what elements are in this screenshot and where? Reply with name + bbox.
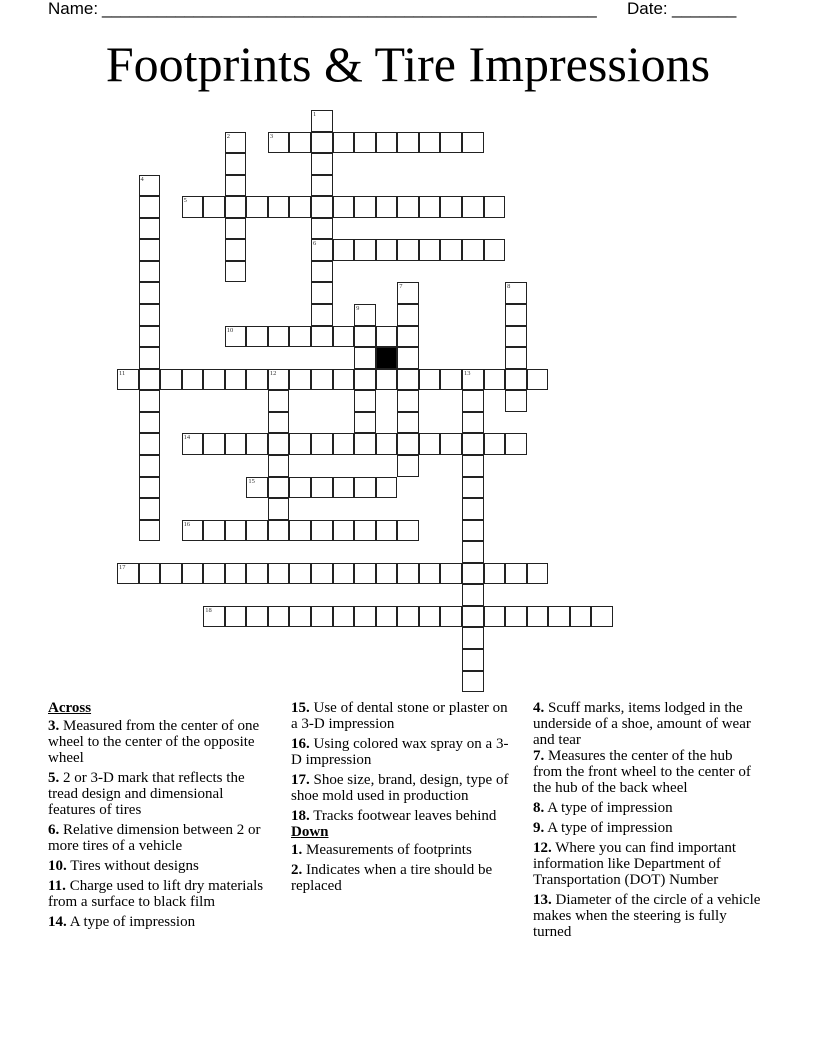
grid-cell[interactable] bbox=[419, 606, 441, 628]
clue-number: 10 bbox=[226, 326, 234, 334]
grid-cell[interactable] bbox=[225, 218, 247, 240]
clue-number: 17 bbox=[119, 563, 126, 571]
grid-cell[interactable] bbox=[311, 282, 333, 304]
grid-cell[interactable] bbox=[117, 563, 139, 585]
clue-across-17: 17. Shoe size, brand, design, type of shoe mold used in production bbox=[291, 772, 509, 804]
grid-cell[interactable] bbox=[182, 520, 204, 542]
grid-cell[interactable] bbox=[462, 196, 484, 218]
grid-cell[interactable] bbox=[333, 369, 355, 391]
grid-cell[interactable] bbox=[225, 520, 247, 542]
grid-cell[interactable] bbox=[289, 132, 311, 154]
grid-cell[interactable] bbox=[397, 390, 419, 412]
grid-cell[interactable] bbox=[289, 520, 311, 542]
clue-number: 11 bbox=[119, 369, 126, 377]
grid-cell[interactable] bbox=[440, 196, 462, 218]
grid-cell[interactable] bbox=[354, 390, 376, 412]
grid-cell[interactable] bbox=[203, 369, 225, 391]
grid-cell[interactable] bbox=[397, 433, 419, 455]
grid-cell[interactable] bbox=[289, 606, 311, 628]
grid-cell[interactable] bbox=[376, 520, 398, 542]
grid-cell[interactable] bbox=[289, 196, 311, 218]
grid-cell[interactable] bbox=[440, 239, 462, 261]
grid-cell[interactable] bbox=[484, 369, 506, 391]
grid-cell[interactable] bbox=[225, 175, 247, 197]
grid-cell[interactable] bbox=[139, 304, 161, 326]
grid-cell[interactable] bbox=[462, 433, 484, 455]
grid-cell[interactable] bbox=[440, 369, 462, 391]
grid-cell[interactable] bbox=[268, 196, 290, 218]
grid-cell[interactable] bbox=[462, 520, 484, 542]
grid-cell[interactable] bbox=[139, 175, 161, 197]
grid-cell[interactable] bbox=[376, 606, 398, 628]
grid-cell[interactable] bbox=[268, 563, 290, 585]
grid-cell[interactable] bbox=[527, 369, 549, 391]
grid-cell[interactable] bbox=[397, 326, 419, 348]
grid-cell[interactable] bbox=[484, 563, 506, 585]
grid-cell[interactable] bbox=[397, 606, 419, 628]
clue-number: 5 bbox=[183, 197, 187, 205]
name-label: Name: bbox=[48, 0, 99, 18]
grid-cell[interactable] bbox=[397, 282, 419, 304]
grid-cell[interactable] bbox=[440, 606, 462, 628]
grid-cell[interactable] bbox=[591, 606, 613, 628]
down-heading: Down bbox=[291, 824, 329, 840]
clue-down-8: 8. A type of impression bbox=[533, 800, 673, 816]
clue-number: 7 bbox=[399, 283, 403, 291]
grid-cell[interactable] bbox=[462, 671, 484, 693]
grid-cell[interactable] bbox=[311, 433, 333, 455]
grid-cell[interactable] bbox=[397, 347, 419, 369]
grid-cell[interactable] bbox=[419, 239, 441, 261]
clue-number: 4 bbox=[140, 175, 144, 183]
grid-cell[interactable] bbox=[203, 433, 225, 455]
grid-cell[interactable] bbox=[333, 433, 355, 455]
grid-cell[interactable] bbox=[376, 433, 398, 455]
grid-cell[interactable] bbox=[527, 563, 549, 585]
clue-number: 9 bbox=[356, 305, 360, 313]
grid-cell[interactable] bbox=[139, 520, 161, 542]
grid-cell[interactable] bbox=[268, 433, 290, 455]
grid-cell[interactable] bbox=[246, 477, 268, 499]
clue-number: 8 bbox=[507, 283, 511, 291]
grid-cell[interactable] bbox=[419, 196, 441, 218]
grid-cell[interactable] bbox=[505, 326, 527, 348]
grid-cell[interactable] bbox=[139, 369, 161, 391]
clue-number: 18 bbox=[205, 606, 212, 614]
grid-cell[interactable] bbox=[376, 239, 398, 261]
grid-cell[interactable] bbox=[311, 196, 333, 218]
grid-cell[interactable] bbox=[397, 455, 419, 477]
clue-down-2: 2. Indicates when a tire should be replaced bbox=[291, 862, 493, 894]
grid-cell[interactable] bbox=[440, 433, 462, 455]
grid-cell[interactable] bbox=[225, 606, 247, 628]
clue-down-9: 9. A type of impression bbox=[533, 820, 673, 836]
grid-cell[interactable] bbox=[139, 412, 161, 434]
grid-cell[interactable] bbox=[268, 326, 290, 348]
grid-cell[interactable] bbox=[268, 390, 290, 412]
clue-number: 3 bbox=[269, 132, 274, 140]
grid-cell[interactable] bbox=[311, 304, 333, 326]
grid-cell[interactable] bbox=[225, 132, 247, 154]
grid-cell[interactable] bbox=[440, 563, 462, 585]
grid-cell[interactable] bbox=[182, 196, 204, 218]
clue-across-11: 11. Charge used to lift dry materials from a surface to black film bbox=[48, 878, 264, 910]
grid-cell[interactable] bbox=[311, 239, 333, 261]
grid-cell[interactable] bbox=[139, 455, 161, 477]
date-field[interactable]: _______ bbox=[672, 0, 737, 18]
grid-cell[interactable] bbox=[289, 563, 311, 585]
date-label: Date: bbox=[627, 0, 668, 18]
grid-cell[interactable] bbox=[462, 239, 484, 261]
grid-cell[interactable] bbox=[354, 347, 376, 369]
grid-cell[interactable] bbox=[484, 196, 506, 218]
grid-cell[interactable] bbox=[462, 477, 484, 499]
clue-across-3: 3. Measured from the center of one wheel to the center of the opposite wheel bbox=[48, 718, 260, 766]
grid-cell[interactable] bbox=[139, 498, 161, 520]
grid-cell[interactable] bbox=[139, 261, 161, 283]
grid-cell[interactable] bbox=[354, 239, 376, 261]
clue-number: 14 bbox=[183, 434, 191, 442]
grid-cell[interactable] bbox=[268, 132, 290, 154]
grid-cell[interactable] bbox=[333, 563, 355, 585]
clue-down-12: 12. Where you can find important information like Department of Transportation (DOT) Number bbox=[533, 840, 737, 888]
grid-cell[interactable] bbox=[225, 196, 247, 218]
clues-column-1 bbox=[48, 700, 270, 934]
grid-cell[interactable] bbox=[268, 520, 290, 542]
grid-cell[interactable] bbox=[289, 477, 311, 499]
grid-cell[interactable] bbox=[203, 563, 225, 585]
grid-cell[interactable] bbox=[397, 520, 419, 542]
grid-cell[interactable] bbox=[548, 606, 570, 628]
grid-cell[interactable] bbox=[505, 369, 527, 391]
grid-cell[interactable] bbox=[354, 433, 376, 455]
grid-cell[interactable] bbox=[225, 326, 247, 348]
grid-cell[interactable] bbox=[419, 433, 441, 455]
grid-cell[interactable] bbox=[505, 433, 527, 455]
grid-cell[interactable] bbox=[527, 606, 549, 628]
grid-cell[interactable] bbox=[311, 369, 333, 391]
grid-cell[interactable] bbox=[397, 132, 419, 154]
clue-number: 15 bbox=[248, 477, 255, 485]
grid-cell[interactable] bbox=[462, 584, 484, 606]
grid-cell[interactable] bbox=[354, 326, 376, 348]
grid-cell[interactable] bbox=[505, 304, 527, 326]
grid-cell[interactable] bbox=[311, 606, 333, 628]
grid-cell[interactable] bbox=[311, 326, 333, 348]
grid-cell[interactable] bbox=[354, 132, 376, 154]
clue-across-5: 5. 2 or 3-D mark that reflects the tread design and dimensional features of tires bbox=[48, 770, 245, 818]
grid-cell[interactable] bbox=[246, 606, 268, 628]
grid-cell[interactable] bbox=[505, 282, 527, 304]
grid-cell[interactable] bbox=[225, 261, 247, 283]
grid-cell[interactable] bbox=[203, 196, 225, 218]
clue-down-1: 1. Measurements of footprints bbox=[291, 842, 472, 858]
grid-cell[interactable] bbox=[139, 563, 161, 585]
grid-cell[interactable] bbox=[354, 369, 376, 391]
grid-cell[interactable] bbox=[462, 369, 484, 391]
clue-number: 1 bbox=[313, 111, 317, 118]
name-field[interactable]: ______________________________________________________ bbox=[102, 0, 597, 18]
grid-cell[interactable] bbox=[139, 239, 161, 261]
grid-cell[interactable] bbox=[419, 563, 441, 585]
grid-cell[interactable] bbox=[246, 563, 268, 585]
clue-across-15: 15. Use of dental stone or plaster on a 3-D impression bbox=[291, 700, 508, 732]
grid-cell[interactable] bbox=[268, 455, 290, 477]
grid-cell[interactable] bbox=[311, 218, 333, 240]
grid-cell[interactable] bbox=[570, 606, 592, 628]
grid-cell[interactable] bbox=[268, 369, 290, 391]
grid-cell[interactable] bbox=[225, 433, 247, 455]
grid-cell[interactable] bbox=[289, 326, 311, 348]
grid-cell[interactable] bbox=[182, 563, 204, 585]
grid-cell[interactable] bbox=[225, 153, 247, 175]
grid-cell[interactable] bbox=[333, 132, 355, 154]
grid-cell[interactable] bbox=[462, 412, 484, 434]
grid-cell[interactable] bbox=[311, 153, 333, 175]
clues-column-3 bbox=[533, 700, 765, 944]
grid-cell[interactable] bbox=[484, 433, 506, 455]
page-title: Footprints & Tire Impressions bbox=[105, 36, 711, 92]
grid-cell[interactable] bbox=[462, 606, 484, 628]
grid-cell[interactable] bbox=[139, 326, 161, 348]
grid-cell[interactable] bbox=[354, 606, 376, 628]
grid-cell[interactable] bbox=[160, 369, 182, 391]
grid-cell[interactable] bbox=[462, 649, 484, 671]
grid-cell[interactable] bbox=[397, 196, 419, 218]
grid-cell[interactable] bbox=[268, 498, 290, 520]
grid-cell[interactable] bbox=[311, 261, 333, 283]
grid-cell[interactable] bbox=[354, 520, 376, 542]
grid-cell[interactable] bbox=[311, 110, 333, 132]
grid-cell[interactable] bbox=[182, 369, 204, 391]
grid-cell[interactable] bbox=[484, 239, 506, 261]
clue-number: 12 bbox=[269, 369, 277, 377]
clue-down-7: 7. Measures the center of the hub from the front wheel to the center of the hub of the back wheel bbox=[533, 748, 751, 796]
grid-cell[interactable] bbox=[397, 369, 419, 391]
grid-cell[interactable] bbox=[505, 563, 527, 585]
clue-across-18: 18. Tracks footwear leaves behind bbox=[291, 808, 497, 824]
grid-cell[interactable] bbox=[462, 390, 484, 412]
grid-cell[interactable] bbox=[268, 606, 290, 628]
grid-cell[interactable] bbox=[139, 282, 161, 304]
grid-cell[interactable] bbox=[354, 477, 376, 499]
grid-cell[interactable] bbox=[333, 520, 355, 542]
clue-across-6: 6. Relative dimension between 2 or more tires of a vehicle bbox=[48, 822, 261, 854]
grid-cell[interactable] bbox=[505, 390, 527, 412]
grid-cell[interactable] bbox=[484, 606, 506, 628]
grid-cell[interactable] bbox=[462, 455, 484, 477]
grid-cell[interactable] bbox=[462, 627, 484, 649]
clue-number: 6 bbox=[313, 240, 317, 248]
clue-across-16: 16. Using colored wax spray on a 3-D impression bbox=[291, 736, 509, 768]
clue-across-14: 14. A type of impression bbox=[48, 914, 196, 930]
grid-cell[interactable] bbox=[354, 412, 376, 434]
grid-cell[interactable] bbox=[117, 369, 139, 391]
grid-cell[interactable] bbox=[139, 390, 161, 412]
grid-cell[interactable] bbox=[440, 132, 462, 154]
grid-cell[interactable] bbox=[225, 239, 247, 261]
grid-cell[interactable] bbox=[462, 132, 484, 154]
grid-cell[interactable] bbox=[311, 520, 333, 542]
grid-cell[interactable] bbox=[311, 175, 333, 197]
grid-cell[interactable] bbox=[354, 196, 376, 218]
grid-cell[interactable] bbox=[333, 606, 355, 628]
grid-cell[interactable] bbox=[333, 196, 355, 218]
grid-cell[interactable] bbox=[505, 606, 527, 628]
grid-cell[interactable] bbox=[376, 326, 398, 348]
grid-cell[interactable] bbox=[397, 304, 419, 326]
grid-cell[interactable] bbox=[376, 132, 398, 154]
grid-cell[interactable] bbox=[246, 326, 268, 348]
grid-cell[interactable] bbox=[246, 196, 268, 218]
grid-cell[interactable] bbox=[160, 563, 182, 585]
grid-cell[interactable] bbox=[246, 369, 268, 391]
grid-cell[interactable] bbox=[203, 520, 225, 542]
grid-cell[interactable] bbox=[376, 196, 398, 218]
grid-cell[interactable] bbox=[397, 563, 419, 585]
grid-cell[interactable] bbox=[462, 498, 484, 520]
clue-across-10: 10. Tires without designs bbox=[48, 858, 199, 874]
grid-cell[interactable] bbox=[139, 218, 161, 240]
grid-cell[interactable] bbox=[505, 347, 527, 369]
grid-cell[interactable] bbox=[182, 433, 204, 455]
grid-cell[interactable] bbox=[397, 239, 419, 261]
grid-cell[interactable] bbox=[333, 239, 355, 261]
grid-cell[interactable] bbox=[139, 477, 161, 499]
grid-cell[interactable] bbox=[225, 563, 247, 585]
across-heading: Across bbox=[48, 700, 92, 716]
grid-cell[interactable] bbox=[246, 433, 268, 455]
grid-cell[interactable] bbox=[354, 304, 376, 326]
clues-column-2 bbox=[291, 700, 513, 898]
grid-cell[interactable] bbox=[311, 477, 333, 499]
black-cell bbox=[376, 347, 398, 369]
grid-cell[interactable] bbox=[289, 433, 311, 455]
clue-down-4: 4. Scuff marks, items lodged in the underside of a shoe, amount of wear and tear bbox=[533, 700, 751, 748]
grid-cell[interactable] bbox=[246, 520, 268, 542]
grid-cell[interactable] bbox=[139, 196, 161, 218]
grid-cell[interactable] bbox=[419, 369, 441, 391]
grid-cell[interactable] bbox=[311, 563, 333, 585]
grid-cell[interactable] bbox=[462, 563, 484, 585]
grid-cell[interactable] bbox=[462, 541, 484, 563]
grid-cell[interactable] bbox=[333, 477, 355, 499]
grid-cell[interactable] bbox=[203, 606, 225, 628]
clue-number: 2 bbox=[226, 132, 231, 140]
grid-cell[interactable] bbox=[139, 347, 161, 369]
grid-cell[interactable] bbox=[354, 563, 376, 585]
grid-cell[interactable] bbox=[376, 369, 398, 391]
grid-cell[interactable] bbox=[268, 412, 290, 434]
grid-cell[interactable] bbox=[311, 132, 333, 154]
grid-cell[interactable] bbox=[333, 326, 355, 348]
clue-number: 16 bbox=[183, 520, 191, 528]
grid-cell[interactable] bbox=[225, 369, 247, 391]
grid-cell[interactable] bbox=[139, 433, 161, 455]
grid-cell[interactable] bbox=[376, 477, 398, 499]
grid-cell[interactable] bbox=[268, 477, 290, 499]
grid-cell[interactable] bbox=[419, 132, 441, 154]
clue-down-13: 13. Diameter of the circle of a vehicle makes when the steering is fully turned bbox=[533, 892, 761, 940]
grid-cell[interactable] bbox=[289, 369, 311, 391]
grid-cell[interactable] bbox=[397, 412, 419, 434]
grid-cell[interactable] bbox=[376, 563, 398, 585]
clue-number: 13 bbox=[463, 369, 471, 377]
